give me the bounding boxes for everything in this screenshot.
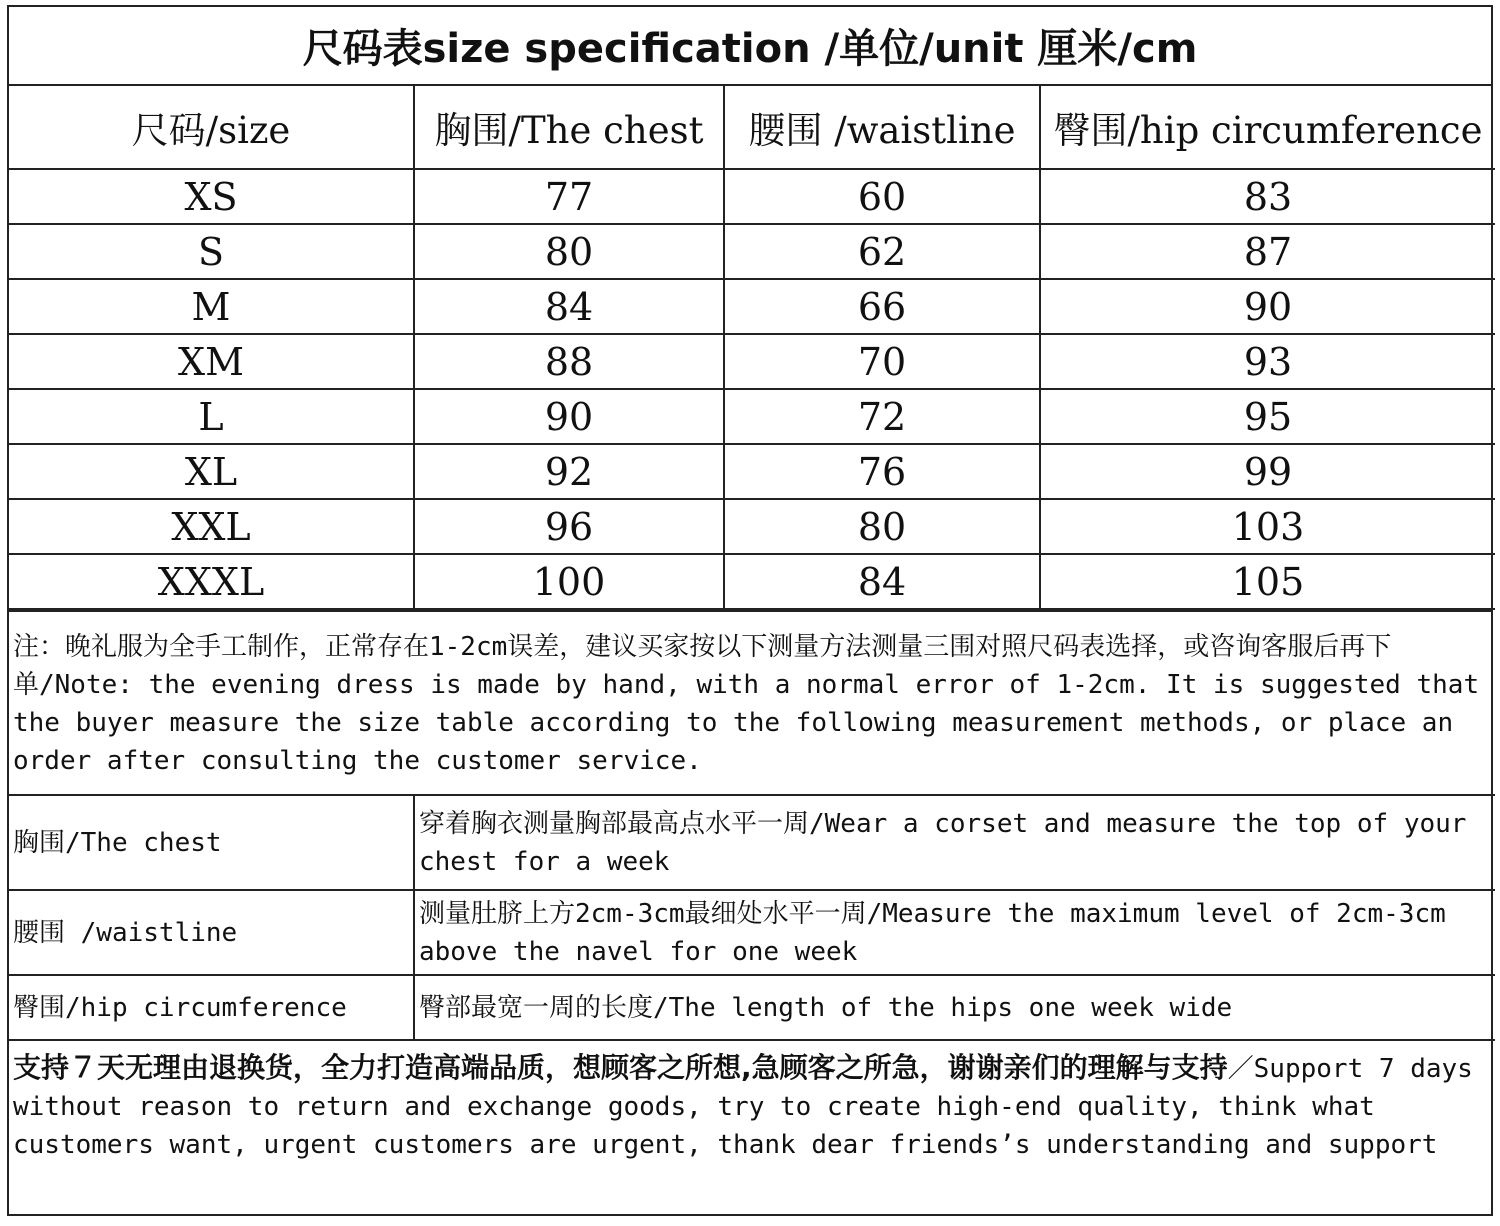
size-cell: XM	[9, 334, 414, 389]
method-row-waistline	[9, 890, 1495, 975]
return-policy-cn: 支持７天无理由退换货，全力打造高端品质，想顾客之所想,急顾客之所急，谢谢亲们的理解与支持	[13, 1051, 1228, 1084]
method-row-chest	[9, 795, 1495, 890]
chest-cell: 100	[414, 554, 724, 609]
handmade-note: 注：晚礼服为全手工制作，正常存在1-2cm误差，建议买家按以下测量方法测量三围对照尺码表选择，或咨询客服后再下单/Note: the evening dress is made by hand, with a normal error of 1-2cm. It is suggested that the buyer measure the size table according to the following measurement methods, or place an order after consulting the customer service.	[9, 610, 1491, 794]
size-chart-title: 尺码表size specification /单位/unit 厘米/cm	[9, 7, 1491, 86]
waist-cell: 72	[724, 389, 1040, 444]
chest-cell: 80	[414, 224, 724, 279]
size-cell: XL	[9, 444, 414, 499]
method-description: 臀部最宽一周的长度/The length of the hips one week wide	[414, 975, 1495, 1040]
hip-cell: 99	[1040, 444, 1495, 499]
size-chart-sheet	[7, 5, 1493, 1216]
chest-cell: 92	[414, 444, 724, 499]
method-row-hip	[9, 975, 1495, 1040]
chest-cell: 88	[414, 334, 724, 389]
waist-cell: 70	[724, 334, 1040, 389]
header-waistline: 腰围 /waistline	[724, 86, 1040, 169]
table-row	[9, 499, 1495, 554]
return-policy-en: ／Support 7 days without reason to return and exchange goods, try to create high-end quality, think what customers want, urgent customers are urgent, thank dear friends’s understanding and support	[13, 1054, 1473, 1160]
method-description: 测量肚脐上方2cm-3cm最细处水平一周/Measure the maximum level of 2cm-3cm above the navel for one week	[414, 890, 1495, 975]
waist-cell: 66	[724, 279, 1040, 334]
hip-cell: 83	[1040, 169, 1495, 224]
table-row	[9, 389, 1495, 444]
table-row	[9, 554, 1495, 609]
chest-cell: 84	[414, 279, 724, 334]
chest-cell: 77	[414, 169, 724, 224]
waist-cell: 76	[724, 444, 1040, 499]
hip-cell: 103	[1040, 499, 1495, 554]
size-table	[9, 86, 1495, 610]
hip-cell: 87	[1040, 224, 1495, 279]
table-row	[9, 444, 1495, 499]
method-label: 胸围/The chest	[9, 795, 414, 890]
hip-cell: 93	[1040, 334, 1495, 389]
table-row	[9, 279, 1495, 334]
waist-cell: 62	[724, 224, 1040, 279]
waist-cell: 84	[724, 554, 1040, 609]
size-cell: L	[9, 389, 414, 444]
table-row	[9, 334, 1495, 389]
header-hip: 臀围/hip circumference	[1040, 86, 1495, 169]
method-label: 臀围/hip circumference	[9, 975, 414, 1040]
size-table-header-row	[9, 86, 1495, 169]
table-row	[9, 169, 1495, 224]
hip-cell: 105	[1040, 554, 1495, 609]
waist-cell: 60	[724, 169, 1040, 224]
hip-cell: 90	[1040, 279, 1495, 334]
size-cell: XS	[9, 169, 414, 224]
method-label: 腰围 /waistline	[9, 890, 414, 975]
size-cell: XXL	[9, 499, 414, 554]
size-cell: M	[9, 279, 414, 334]
header-size: 尺码/size	[9, 86, 414, 169]
hip-cell: 95	[1040, 389, 1495, 444]
waist-cell: 80	[724, 499, 1040, 554]
size-cell: XXXL	[9, 554, 414, 609]
return-policy-note	[9, 1041, 1491, 1164]
header-chest: 胸围/The chest	[414, 86, 724, 169]
measurement-method-table	[9, 794, 1495, 1041]
chest-cell: 90	[414, 389, 724, 444]
method-description: 穿着胸衣测量胸部最高点水平一周/Wear a corset and measure the top of your chest for a week	[414, 795, 1495, 890]
size-cell: S	[9, 224, 414, 279]
chest-cell: 96	[414, 499, 724, 554]
table-row	[9, 224, 1495, 279]
